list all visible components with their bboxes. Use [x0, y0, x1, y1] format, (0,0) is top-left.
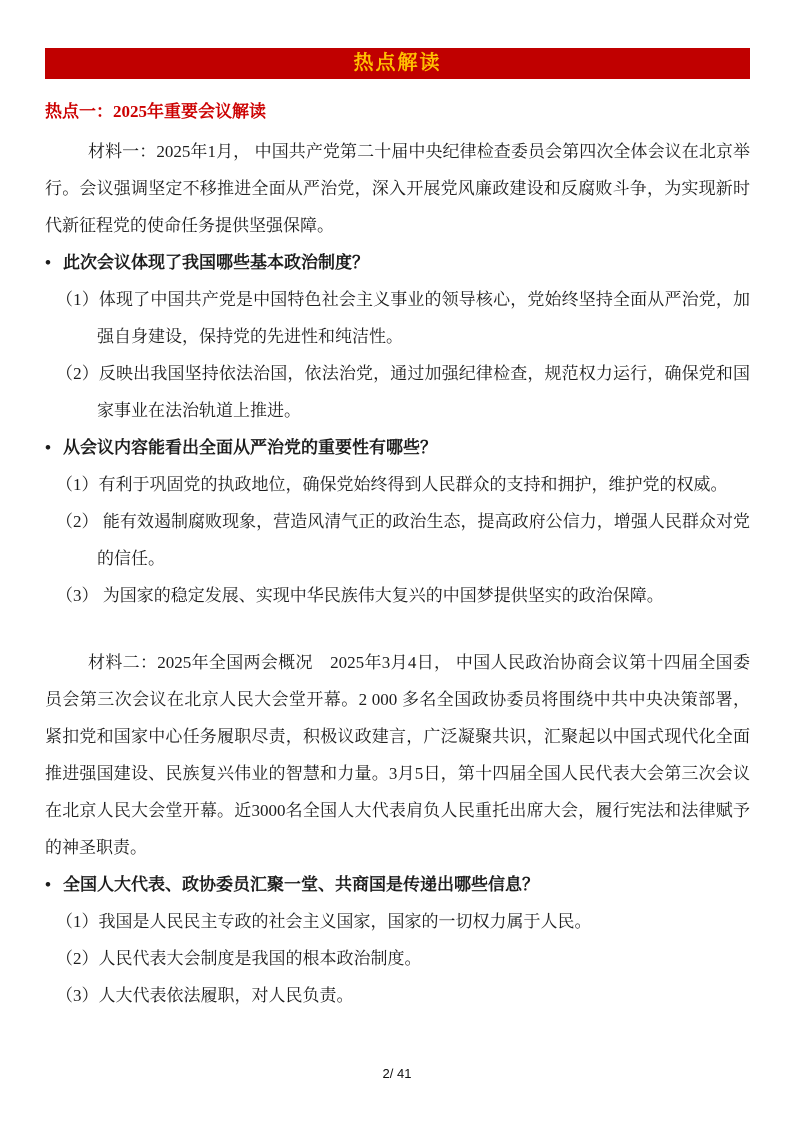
qa-block-3 [45, 866, 750, 1014]
question-text: 从会议内容能看出全面从严治党的重要性有哪些？ [63, 438, 437, 457]
qa-block-2 [45, 429, 750, 614]
answer-item: （2）人民代表大会制度是我国的根本政治制度。 [56, 949, 422, 968]
bullet-icon: • [45, 875, 51, 894]
page-number: 2/ 41 [382, 1066, 412, 1081]
question-text: 此次会议体现了我国哪些基本政治制度？ [63, 253, 369, 272]
material-two-paragraph: 材料二：2025年全国两会概况 2025年3月4日， 中国人民政治协商会议第十四届全国委员会第三次会议在北京人民大会堂开幕。2 000 多名全国政协委员将围绕中共中央决策部署，紧扣党和国家中心任务履职尽责，积极议政建言，广泛凝聚共识，汇聚起以中国式现代化全面推进强国建设、民族复兴伟业的智慧和力量。3月5日，第十四届全国人民代表大会第三次会议在北京人民大会堂开幕。近3000名全国人大代表肩负人民重托出席大会，履行宪法和法律赋予的神圣职责。 [45, 653, 750, 857]
answer-item: （2） 能有效遏制腐败现象，营造风清气正的政治生态，提高政府公信力，增强人民群众对党的信任。 [56, 512, 750, 568]
material-one-paragraph: 材料一：2025年1月， 中国共产党第二十届中央纪律检查委员会第四次全体会议在北京举行。会议强调坚定不移推进全面从严治党，深入开展党风廉政建设和反腐败斗争，为实现新时代新征程党的使命任务提供坚强保障。 [45, 142, 750, 235]
answer-item: （3） 为国家的稳定发展、实现中华民族伟大复兴的中国梦提供坚实的政治保障。 [56, 586, 664, 605]
answer-item: （2）反映出我国坚持依法治国，依法治党，通过加强纪律检查，规范权力运行，确保党和国家事业在法治轨道上推进。 [56, 364, 750, 420]
question-item [45, 866, 750, 903]
answer-item: （1）我国是人民民主专政的社会主义国家，国家的一切权力属于人民。 [56, 912, 592, 931]
answer-item: （3）人大代表依法履职，对人民负责。 [56, 986, 354, 1005]
answer-item: （1）体现了中国共产党是中国特色社会主义事业的领导核心，党始终坚持全面从严治党，加强自身建设，保持党的先进性和纯洁性。 [56, 290, 750, 346]
bullet-icon: • [45, 438, 51, 457]
bullet-icon: • [45, 253, 51, 272]
page-content [45, 0, 750, 1014]
answer-item: （1）有利于巩固党的执政地位，确保党始终得到人民群众的支持和拥护，维护党的权威。 [56, 475, 728, 494]
question-item [45, 244, 750, 281]
section-banner [45, 48, 750, 79]
question-text: 全国人大代表、政协委员汇聚一堂、共商国是传递出哪些信息？ [63, 875, 539, 894]
qa-block-1 [45, 244, 750, 429]
question-item [45, 429, 750, 466]
topic-heading: 热点一：2025年重要会议解读 [45, 102, 266, 121]
banner-title: 热点解读 [353, 52, 442, 74]
